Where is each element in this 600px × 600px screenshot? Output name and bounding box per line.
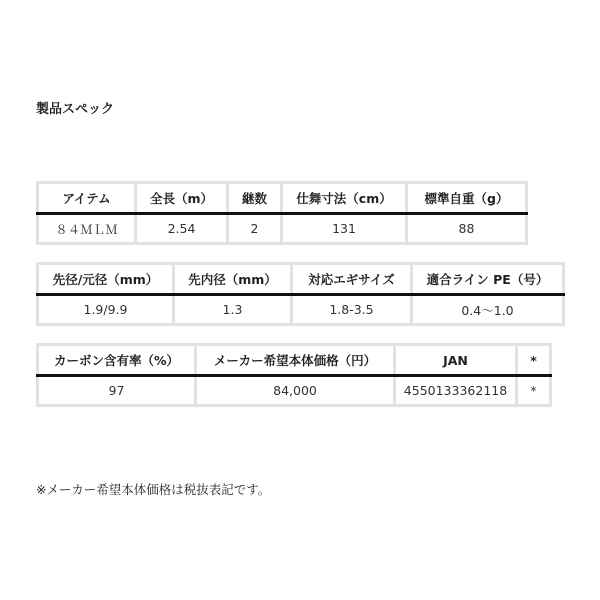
table-header-row xyxy=(38,264,564,295)
header-item: アイテム xyxy=(38,183,136,214)
table-row xyxy=(38,376,551,406)
cell-tip-inner-diameter: 1.3 xyxy=(174,295,292,325)
header-closed-length: 仕舞寸法（cm） xyxy=(282,183,407,214)
cell-length: 2.54 xyxy=(136,214,228,244)
cell-carbon-ratio: 97 xyxy=(38,376,196,406)
cell-closed-length: 131 xyxy=(282,214,407,244)
table-row xyxy=(38,295,564,325)
header-carbon-ratio: カーボン含有率（%） xyxy=(38,345,196,376)
table-row xyxy=(38,214,527,244)
spec-table-pricing xyxy=(36,343,552,407)
cell-weight: 88 xyxy=(407,214,527,244)
header-pieces: 継数 xyxy=(228,183,282,214)
header-line-pe: 適合ライン PE（号） xyxy=(412,264,564,295)
header-length: 全長（m） xyxy=(136,183,228,214)
header-asterisk: * xyxy=(517,345,551,376)
header-weight: 標準自重（g） xyxy=(407,183,527,214)
cell-pieces: 2 xyxy=(228,214,282,244)
header-egi-size: 対応エギサイズ xyxy=(292,264,412,295)
cell-jan: 4550133362118 xyxy=(395,376,517,406)
cell-asterisk: * xyxy=(517,376,551,406)
spec-table-dimensions xyxy=(36,262,565,326)
header-price: メーカー希望本体価格（円） xyxy=(196,345,395,376)
header-tip-inner-diameter: 先内径（mm） xyxy=(174,264,292,295)
cell-egi-size: 1.8-3.5 xyxy=(292,295,412,325)
header-tip-butt-diameter: 先径/元径（mm） xyxy=(38,264,174,295)
page-title: 製品スペック xyxy=(36,102,115,117)
table-header-row xyxy=(38,345,551,376)
price-note: ※メーカー希望本体価格は税抜表記です。 xyxy=(36,482,271,497)
cell-item: ８４ＭＬＭ xyxy=(38,214,136,244)
cell-tip-butt-diameter: 1.9/9.9 xyxy=(38,295,174,325)
table-header-row xyxy=(38,183,527,214)
spec-table-basic xyxy=(36,181,528,245)
cell-line-pe: 0.4〜1.0 xyxy=(412,295,564,325)
cell-price: 84,000 xyxy=(196,376,395,406)
header-jan: JAN xyxy=(395,345,517,376)
